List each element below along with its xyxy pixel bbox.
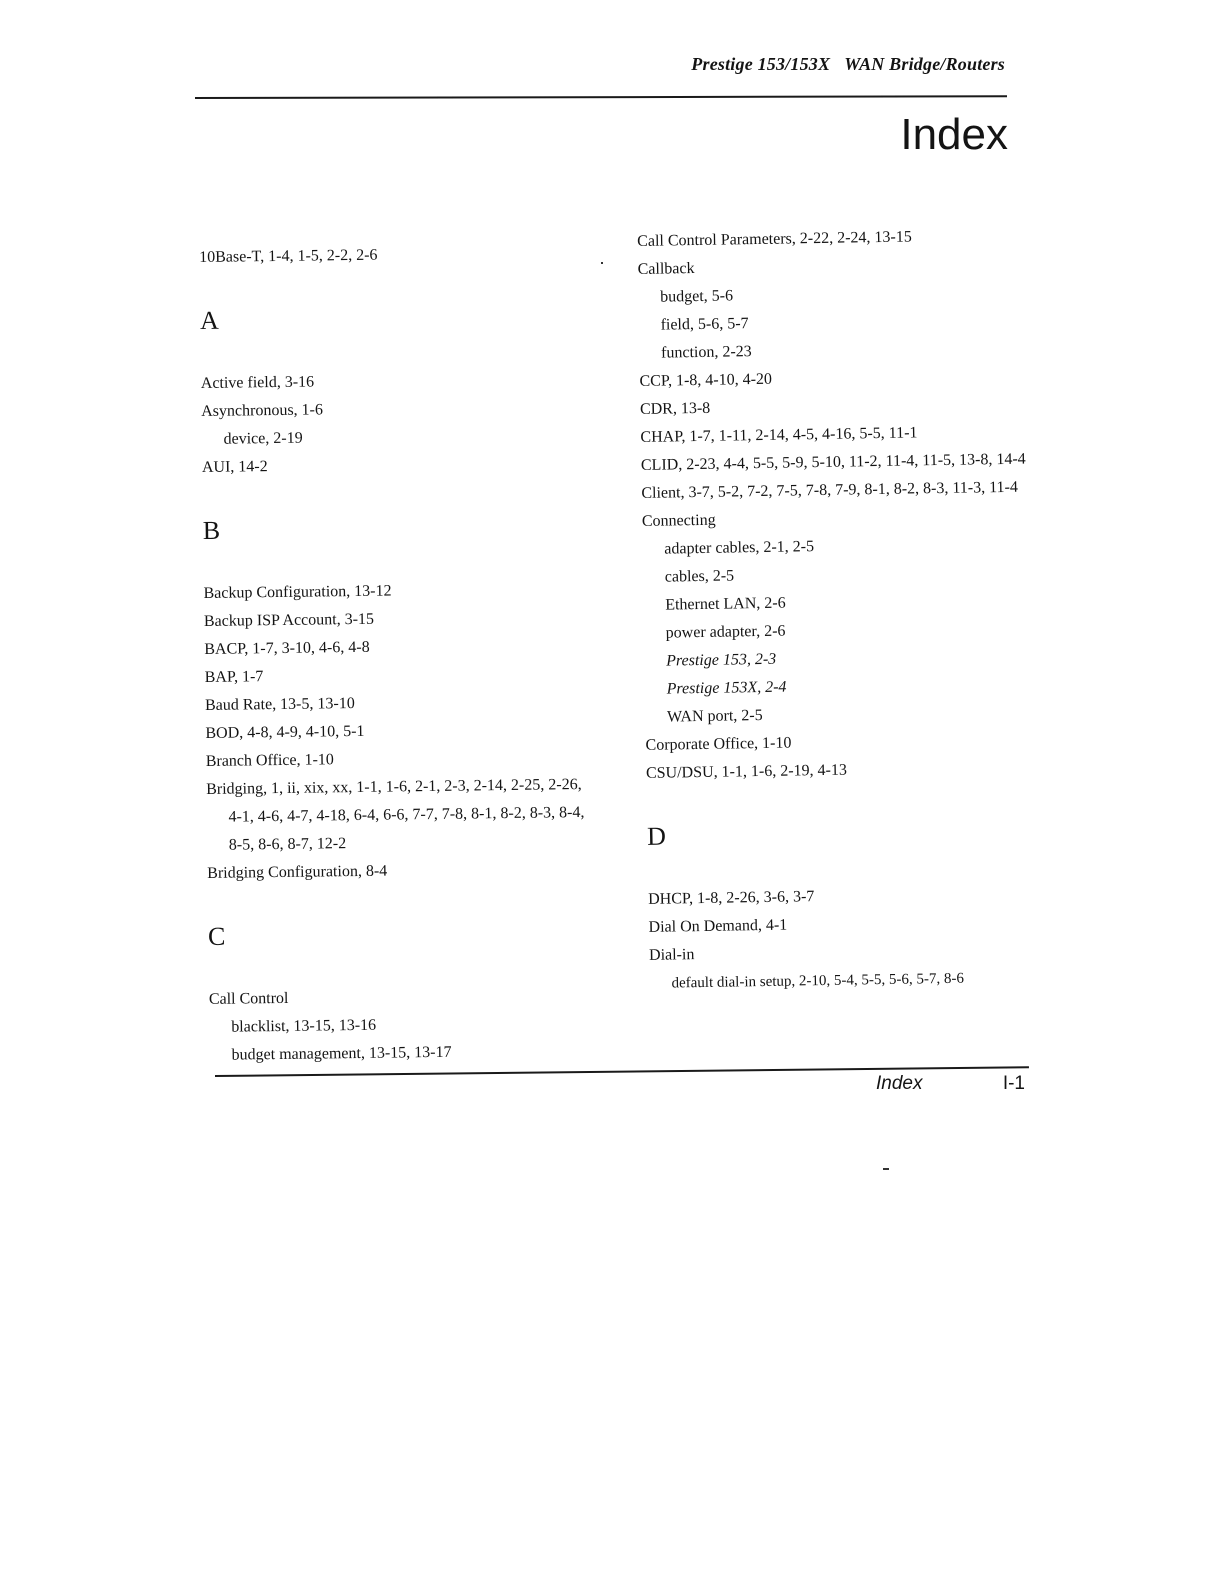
index-column-right bbox=[637, 221, 1050, 998]
index-entry: CLID, 2-23, 4-4, 5-5, 5-9, 5-10, 11-2, 11-4, 11-5, 13-8, 14-4 bbox=[640, 450, 1026, 474]
index-entry: Callback bbox=[637, 260, 695, 278]
section-letter: B bbox=[202, 515, 221, 545]
index-entry: Branch Office, 1-10 bbox=[205, 751, 334, 770]
index-subentry: budget, 5-6 bbox=[660, 287, 734, 306]
index-entry: CSU/DSU, 1-1, 1-6, 2-19, 4-13 bbox=[645, 761, 848, 782]
index-entry: CCP, 1-8, 4-10, 4-20 bbox=[639, 370, 773, 390]
index-subentry: default dial-in setup, 2-10, 5-4, 5-5, 5-6, 5-7, 8-6 bbox=[671, 970, 965, 992]
index-entry: Active field, 3-16 bbox=[200, 373, 315, 392]
index-subentry: adapter cables, 2-1, 2-5 bbox=[664, 538, 815, 558]
index-entry: Corporate Office, 1-10 bbox=[645, 734, 792, 754]
index-subentry: field, 5-6, 5-7 bbox=[660, 315, 749, 334]
index-entry: Client, 3-7, 5-2, 7-2, 7-5, 7-8, 7-9, 8-1, 8-2, 8-3, 11-3, 11-4 bbox=[641, 478, 1019, 502]
index-entry: DHCP, 1-8, 2-26, 3-6, 3-7 bbox=[647, 888, 815, 908]
index-subentry: power adapter, 2-6 bbox=[665, 622, 786, 642]
page-title: Index bbox=[900, 110, 1008, 159]
scan-speck bbox=[601, 262, 603, 264]
footer-title: Index bbox=[876, 1073, 923, 1094]
index-entry: Asynchronous, 1-6 bbox=[201, 401, 324, 420]
index-entry: BOD, 4-8, 4-9, 4-10, 5-1 bbox=[205, 722, 365, 742]
index-entry: Connecting bbox=[641, 511, 716, 530]
index-entry: Baud Rate, 13-5, 13-10 bbox=[204, 695, 355, 714]
scan-speck bbox=[883, 1168, 889, 1170]
index-subentry: Prestige 153X, 2-4 bbox=[666, 678, 787, 698]
index-entry: CDR, 13-8 bbox=[639, 399, 711, 418]
index-subentry: device, 2-19 bbox=[223, 429, 303, 448]
index-entry: Dial On Demand, 4-1 bbox=[648, 916, 788, 936]
index-column-left bbox=[199, 239, 600, 1070]
index-subentry: budget management, 13-15, 13-17 bbox=[231, 1043, 452, 1064]
index-subentry: cables, 2-5 bbox=[664, 567, 735, 586]
footer-page-number: I-1 bbox=[1002, 1073, 1025, 1094]
section-letter: C bbox=[207, 921, 226, 951]
index-entry: CHAP, 1-7, 1-11, 2-14, 4-5, 4-16, 5-5, 11-1 bbox=[640, 424, 918, 446]
index-entry: Backup Configuration, 13-12 bbox=[203, 582, 392, 602]
running-header bbox=[600, 54, 1005, 75]
index-entry: Call Control Parameters, 2-22, 2-24, 13-15 bbox=[637, 228, 912, 250]
section-letter: D bbox=[646, 821, 667, 851]
index-entry: Bridging, 1, ii, xix, xx, 1-1, 1-6, 2-1, 2-3, 2-14, 2-25, 2-26, 4-1, 4-6, 4-7, 4-18, 6-4, 6-6, 7-7, 7-8, 8-1, 8-2, 8-3, 8-4, 8-5, 8-6, 8-7, 12-2 bbox=[206, 776, 585, 854]
index-subentry: Ethernet LAN, 2-6 bbox=[665, 594, 786, 614]
section-letter: A bbox=[199, 305, 219, 335]
index-entry: BAP, 1-7 bbox=[204, 668, 264, 686]
index-subentry: function, 2-23 bbox=[660, 343, 752, 362]
index-subentry: blacklist, 13-15, 13-16 bbox=[231, 1016, 377, 1036]
index-entry: Backup ISP Account, 3-15 bbox=[203, 610, 375, 630]
index-entry: AUI, 14-2 bbox=[201, 458, 268, 476]
index-entry: 10Base-T, 1-4, 1-5, 2-2, 2-6 bbox=[199, 246, 378, 266]
header-rule bbox=[195, 95, 1007, 99]
index-entry: BACP, 1-7, 3-10, 4-6, 4-8 bbox=[204, 638, 370, 658]
index-entry: Bridging Configuration, 8-4 bbox=[207, 862, 388, 882]
index-subentry: WAN port, 2-5 bbox=[666, 706, 763, 726]
index-entry: Dial-in bbox=[648, 946, 695, 964]
index-subentry: Prestige 153, 2-3 bbox=[666, 650, 777, 670]
index-entry: Call Control bbox=[208, 989, 289, 1008]
header-subtitle: WAN Bridge/Routers bbox=[844, 54, 1005, 74]
header-product: Prestige 153/153X bbox=[691, 54, 831, 74]
